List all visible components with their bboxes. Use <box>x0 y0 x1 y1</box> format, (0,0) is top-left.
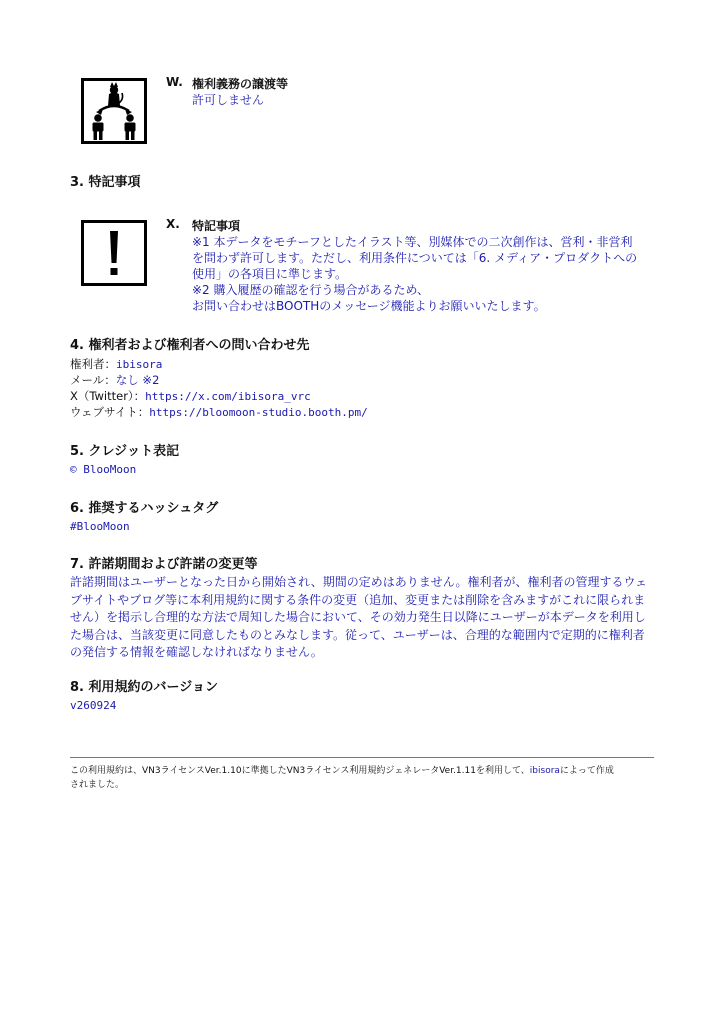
item-text-line: ※2 購入履歴の確認を行う場合があるため、 <box>192 283 430 297</box>
footer-text: この利用規約は、VN3ライセンスVer.1.10に準拠したVN3ライセンス利用規約ジェネレータVer.1.11を利用して、 <box>70 766 530 776</box>
section-title-5: 5. クレジット表記 <box>70 444 180 459</box>
paragraph-line: の発信する情報を確認しなければなりません。 <box>70 645 323 659</box>
section-title-6: 6. 推奨するハッシュタグ <box>70 501 219 516</box>
credit-text: © BlooMoon <box>70 463 137 476</box>
section-title-7: 7. 許諾期間および許諾の変更等 <box>70 557 258 572</box>
contact-value: なし ※2 <box>115 373 160 387</box>
contact-label: メール： <box>70 373 116 387</box>
contact-value: ibisora <box>116 358 163 371</box>
contact-label: X（Twitter）： <box>70 389 146 403</box>
paragraph-line: せん）を掲示し合理的な方法で周知した場合において、その効力発生日以降にユーザーが本データを利用し <box>70 610 646 624</box>
item-code: W. <box>166 75 183 89</box>
paragraph-line: ブサイトやブログ等に本利用規約に関する条件の変更（追加、変更または削除を含みますがこれに限られま <box>70 592 646 607</box>
x-link[interactable]: https://x.com/ibisora_vrc <box>145 390 311 403</box>
section-title-3: 3. 特記事項 <box>70 175 141 190</box>
footer-author-link[interactable]: ibisora <box>529 766 560 776</box>
contact-row-website <box>70 404 368 421</box>
section-title-4: 4. 権利者および権利者への問い合わせ先 <box>70 338 310 353</box>
contact-row-owner <box>70 356 162 373</box>
item-text-line: ※1 本データをモチーフとしたイラスト等、別媒体での二次創作は、営利・非営利 <box>192 235 633 249</box>
contact-row-mail <box>70 372 159 388</box>
footer-text: によって作成 <box>559 766 614 776</box>
contact-label: 権利者： <box>70 357 116 371</box>
license-change-paragraph <box>70 574 660 662</box>
footer-note <box>70 764 660 792</box>
item-text: 許可しません <box>192 93 265 107</box>
paragraph-line: た場合は、当該変更に同意したものとみなします。従って、ユーザーは、合理的な範囲内で定期的に権利者 <box>70 627 645 642</box>
contact-row-x <box>70 388 311 405</box>
item-title: 権利義務の譲渡等 <box>192 77 289 91</box>
version-text: v260924 <box>70 699 117 712</box>
paragraph-line: 許諾期間はユーザーとなった日から開始され、期間の定めはありません。権利者が、権利者の管理するウェ <box>70 575 647 589</box>
item-text-line: 使用」の各項目に準じます。 <box>192 267 348 281</box>
item-text-line: を問わず許可します。ただし、利用条件については「6. メディア・プロダクトへの <box>192 251 638 265</box>
footer-divider <box>70 757 654 758</box>
people-transfer-icon <box>81 78 147 144</box>
contact-label: ウェブサイト： <box>70 405 150 419</box>
item-title: 特記事項 <box>192 219 241 233</box>
website-link[interactable]: https://bloomoon-studio.booth.pm/ <box>149 406 368 419</box>
section-title-8: 8. 利用規約のバージョン <box>70 680 218 695</box>
item-text-line: お問い合わせはBOOTHのメッセージ機能よりお願いいたします。 <box>192 299 546 313</box>
hashtag-text: #BlooMoon <box>70 520 130 533</box>
exclamation-icon <box>81 220 147 286</box>
footer-text: されました。 <box>70 780 125 790</box>
item-code: X. <box>166 217 180 231</box>
